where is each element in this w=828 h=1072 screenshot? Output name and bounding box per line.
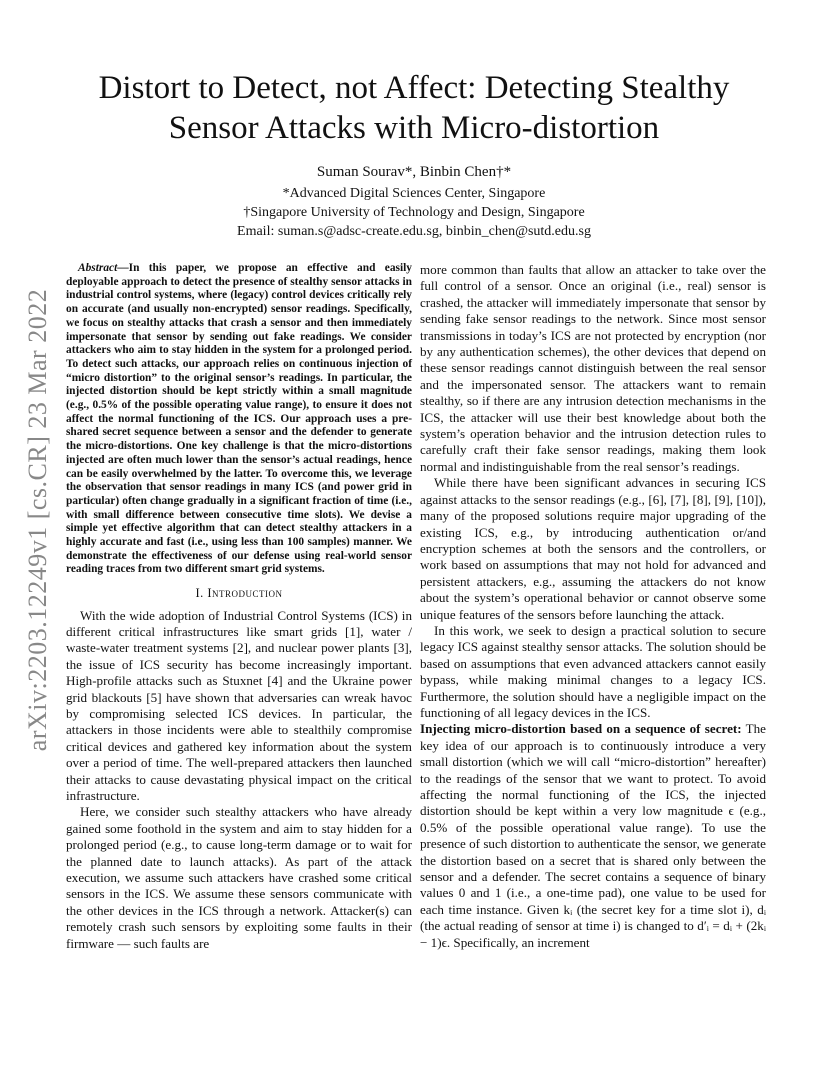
right-column <box>420 262 766 951</box>
title-line-1: Distort to Detect, not Affect: Detecting Stealthy <box>98 70 730 106</box>
paragraph: more common than faults that allow an attacker to take over the full control of a sensor. Once an original (i.e., real) sensor is crashed, the attacker will immediately impersonate that sensor by sending fake sensor readings to the network. Since most sensor transmissions in today’s ICS are not protected by encryption (nor by any authentication schemes), the other devices that depend on these sensor readings cannot distinguish between the real sensor and the impersonated sensor. The attackers want to remain stealthy, so if there are any intrusion detection mechanisms in the ICS, the attacker will use their best knowledge about both the system’s operation behavior and the intrusion detection rules to carefully craft their fake sensor readings, making them look normal and indistinguishable from the real sensor’s readings. <box>420 262 766 474</box>
left-column <box>66 262 412 952</box>
section-heading-introduction: I. Introduction <box>195 586 283 601</box>
title-line-2: Sensor Attacks with Micro-distortion <box>168 110 660 146</box>
abstract-text: —In this paper, we propose an effective and easily deployable approach to detect the presence of stealthy sensor attacks in industrial control systems, where (legacy) control devices critically rely on accurate (and usually non-encrypted) sensor readings. Specifically, we focus on stealthy attacks that crash a sensor and then immediately impersonate that sensor by sending out fake readings. We consider attackers who aim to stay hidden in the system for a prolonged period. To detect such attacks, our approach relies on continuous injection of “micro distortion” to the original sensor’s readings. In particular, the injected distortion should be kept strictly within a small magnitude (e.g., 0.5% of the possible operating value range), to ensure it does not affect the normal functioning of the ICS. Our approach uses a pre-shared secret sequence between a sensor and the defender to generate the micro-distortions. One key challenge is that the micro-distortions injected are often much lower than the sensor’s actual readings, hence can be easily overwhelmed by the latter. To overcome this, we leverage the observation that sensor readings in many ICS (and power grid in particular) often change gradually in a significant fraction of time (i.e., with small difference between consecutive time slots). We devise a simple yet effective algorithm that can detect stealthy attackers in a highly accurate and fast (i.e., using less than 100 samples) manner. We demonstrate the effectiveness of our defense using real-world sensor reading traces from two different smart grid systems. <box>66 262 412 576</box>
paper-title <box>60 68 768 148</box>
affiliation-1: *Advanced Digital Sciences Center, Singapore <box>282 186 546 201</box>
paragraph: While there have been significant advances in securing ICS against attacks to the sensor readings (e.g., [6], [7], [8], [9], [10]), many of the proposed solutions require major upgrading of the existing ICS, e.g., by introducing authentication or/and encryption schemes at both the sensors and the controllers, or work based on assumptions that may not hold for advanced and persistent attackers, e.g., assuming the attackers do not know about the system’s operational behavior or cannot observe some unique features of the sensors before launching the attack. <box>420 475 766 622</box>
author-block <box>60 163 768 241</box>
abstract-label: Abstract <box>78 262 118 274</box>
author-names: Suman Sourav*, Binbin Chen†* <box>316 164 512 180</box>
paragraph: With the wide adoption of Industrial Control Systems (ICS) in different critical infrastructures like smart grids [1], water / waste-water treatment systems [2], and nuclear power plants [3], the issue of ICS security has become increasingly important. High-profile attacks such as Stuxnet [4] and the Ukraine power grid blackouts [5] have shown that adversaries can wreak havoc by compromising selected ICS devices. In particular, the attackers in those incidents were able to stealthily compromise critical devices and gathered key information about the system over a period of time. The well-prepared attackers then launched their attacks to cause devastating physical impact on the critical infrastructure. <box>66 607 412 804</box>
arxiv-watermark <box>18 280 58 760</box>
abstract <box>66 262 412 577</box>
paragraph: In this work, we seek to design a practical solution to secure legacy ICS against stealthy sensor attacks. The solution should be based on assumptions that even advanced attackers cannot easily bypass, while making minimal changes to a legacy ICS. Furthermore, the solution should have a negligible impact on the functioning of all legacy devices in the ICS. <box>420 622 766 720</box>
affiliation-2: †Singapore University of Technology and Design, Singapore <box>243 205 585 220</box>
paragraph-text: The key idea of our approach is to continuously introduce a very small distortion (which we will call “micro-distortion” hereafter) to the readings of the sensor that we want to protect. To avoid affecting the normal functioning of the ICS, the injected distortion should be kept within a very low magnitude ϵ (e.g., 0.5% of the possible operational value range). To use the presence of such distortion to authenticate the sensor, we generate the distortion based on a secret that is shared only between the sensor and a defender. The secret contains a sequence of binary values 0 and 1 (i.e., a one-time pad), one value to be used for each time instance. Given kᵢ (the secret key for a time slot i), dᵢ (the actual reading of sensor at time i) is changed to d′ᵢ = dᵢ + (2kᵢ − 1)ϵ. Specifically, an increment <box>420 721 766 950</box>
email-line: Email: suman.s@adsc-create.edu.sg, binbin_chen@sutd.edu.sg <box>237 224 591 239</box>
paragraph-lead: Injecting micro-distortion based on a sequence of secret: <box>420 721 742 737</box>
arxiv-id: arXiv:2203.12249v1 [cs.CR] 23 Mar 2022 <box>23 288 52 752</box>
paragraph: Here, we consider such stealthy attackers who have already gained some foothold in the system and aim to stay hidden for a prolonged period (e.g., to cause long-term damage or to wait for the planned date to launch attacks). As part of the attack execution, we assume such attackers have crashed some critical sensors in the ICS. We assume these sensors communicate with the other devices in the ICS through a network. Attacker(s) can remotely crash such sensors by exploiting some faults in their firmware — such faults are <box>66 804 412 951</box>
paragraph-micro-distortion <box>420 721 766 951</box>
